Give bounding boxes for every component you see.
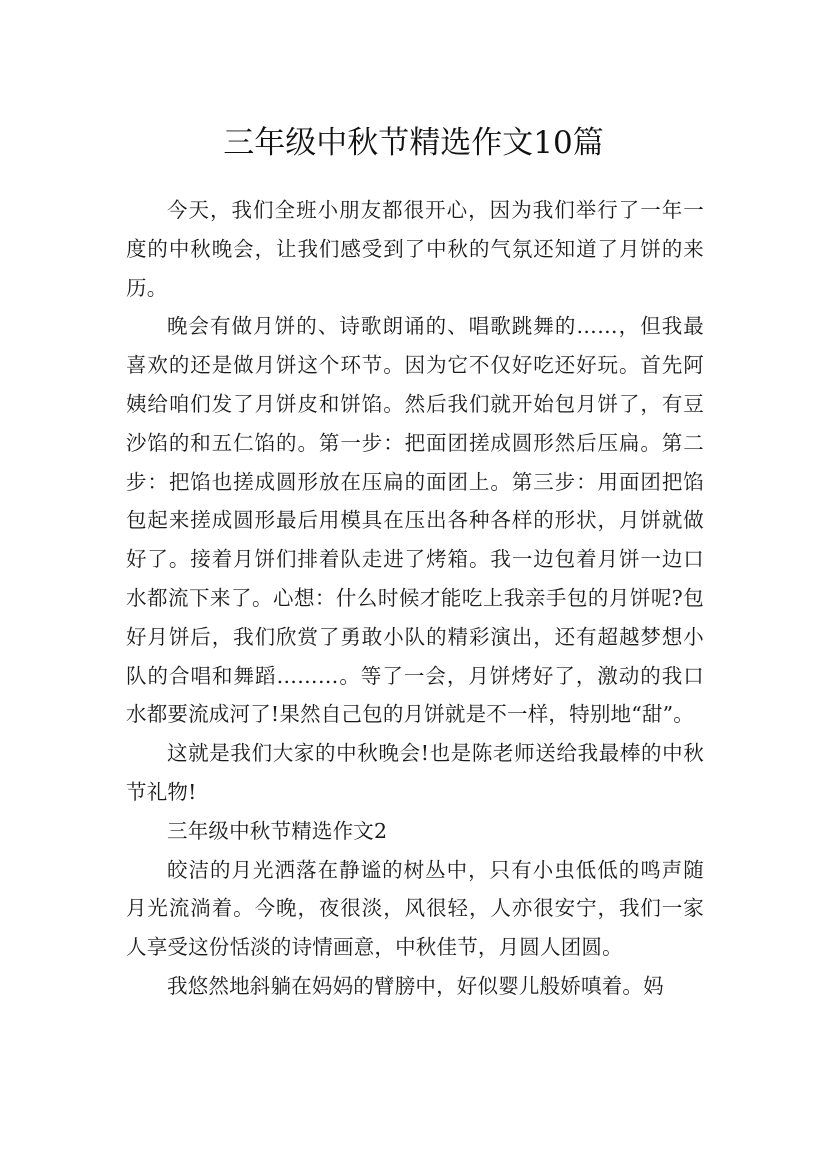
paragraph-conclusion: 这就是我们大家的中秋晚会!也是陈老师送给我最棒的中秋节礼物!	[126, 741, 704, 804]
paragraph-moonlight: 皎洁的月光洒落在静谧的树丛中，只有小虫低低的鸣声随月光流淌着。今晚，夜很淡，风很轻，人亦很安宁，我们一家人享受这份恬淡的诗情画意，中秋佳节，月圆人团圆。	[126, 857, 704, 960]
essay-2-heading: 三年级中秋节精选作文2	[167, 818, 388, 843]
paragraph-intro: 今天，我们全班小朋友都很开心，因为我们举行了一年一度的中秋晚会，让我们感受到了中秋的气氛还知道了月饼的来历。	[126, 198, 704, 300]
document-body	[126, 191, 704, 1006]
paragraph-mooncake-making: 晚会有做月饼的、诗歌朗诵的、唱歌跳舞的……，但我最喜欢的还是做月饼这个环节。因为它不仅好吃还好玩。首先阿姨给咱们发了月饼皮和饼馅。然后我们就开始包月饼了，有豆沙馅的和五仁馅的。第一步：把面团搓成圆形然后压扁。第二步：把馅也搓成圆形放在压扁的面团上。第三步：用面团把馅包起来搓成圆形最后用模具在压出各种各样的形状，月饼就做好了。接着月饼们排着队走进了烤箱。我一边包着月饼一边口水都流下来了。心想：什么时候才能吃上我亲手包的月饼呢?包好月饼后，我们欣赏了勇敢小队的精彩演出，还有超越梦想小队的合唱和舞蹈………。等了一会，月饼烤好了，激动的我口水都要流成河了!果然自己包的月饼就是不一样，特别地“甜”。	[126, 314, 704, 727]
document-title: 三年级中秋节精选作文10篇	[223, 124, 604, 161]
paragraph-mother-arms: 我悠然地斜躺在妈妈的臂膀中，好似婴儿般娇嗔着。妈	[167, 973, 664, 998]
